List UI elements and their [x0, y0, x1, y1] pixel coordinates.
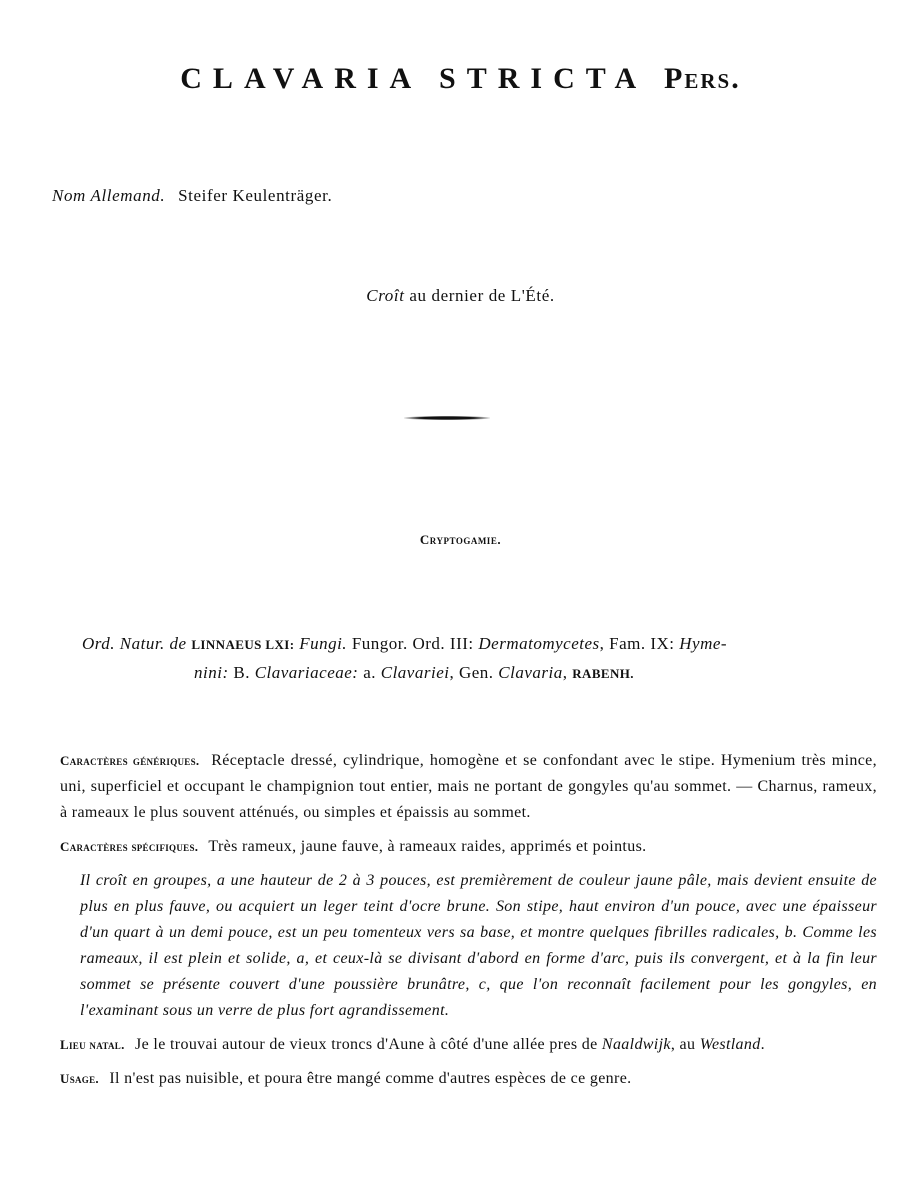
sub-a-label: a. — [363, 663, 376, 682]
classification-line-2 — [82, 659, 842, 688]
season-verb: Croît — [366, 286, 405, 305]
hymenini-part-1: Hyme- — [679, 634, 728, 653]
season-text: au dernier de L'Été. — [409, 286, 555, 305]
clavaria-term: Clavaria — [498, 663, 563, 682]
fungi-term: Fungi. — [299, 634, 348, 653]
ord-natur-label: Ord. Natur. de — [82, 634, 187, 653]
habitat-place-naaldwijk: Naaldwijk — [601, 1036, 671, 1053]
generic-characters-paragraph — [60, 748, 877, 826]
habitat-text-3: . — [760, 1036, 765, 1053]
linnaeus-ref: LINNAEUS LXI: — [191, 637, 295, 652]
specific-characters-paragraph — [60, 834, 877, 860]
ornamental-rule — [404, 416, 490, 420]
fam-label: , Fam. IX: — [599, 634, 675, 653]
title-species: CLAVARIA STRICTA — [180, 62, 646, 95]
comma: , — [562, 663, 568, 682]
sub-b-label: B. — [233, 663, 250, 682]
german-name-value: Steifer Keulenträger. — [178, 186, 333, 205]
usage-paragraph — [60, 1066, 877, 1092]
habitat-place-westland: Westland — [699, 1036, 761, 1053]
habitat-paragraph — [60, 1032, 877, 1058]
hymenini-part-2: nini: — [194, 663, 229, 682]
german-name-line — [52, 186, 332, 206]
title-author: Pers. — [664, 62, 741, 95]
fungor-ord: Fungor. Ord. III: — [351, 634, 474, 653]
dermatomycetes-term: Dermatomycetes — [478, 634, 600, 653]
habitat-text-2: , au — [670, 1036, 696, 1053]
clavariei-term: Clavariei — [380, 663, 450, 682]
generic-characters-heading: Caractères génériques. — [60, 753, 200, 768]
german-name-label: Nom Allemand. — [52, 186, 166, 205]
description-body — [60, 748, 877, 1100]
habitat-heading: Lieu natal. — [60, 1037, 125, 1052]
description-paragraph: Il croît en groupes, a une hauteur de 2 à 3 pouces, est premièrement de couleur jaune pâle, mais devient ensuite de plus en plus fauve, ou acquiert un leger teint d'ocre brune. Son stipe, haut environ d'un pouce, avec une épaisseur d'un quart à un demi pouce, est un peu tomenteux vers sa base, et montre quelques fibrilles radicales, b. Comme les rameaux, il est plein et solide, a, et ceux-là se divisant d'abord en forme d'arc, puis ils convergent, et à la fin leur sommet se présente couvert d'une poussière brunâtre, c, que l'on reconnaît facilement pour les gongyles, en l'examinant sous un verre de plus fort agrandissement. — [80, 872, 877, 1019]
classification-block — [82, 630, 842, 688]
section-heading: Cryptogamie. — [419, 532, 502, 547]
gen-label: , Gen. — [449, 663, 494, 682]
rabenh-ref: RABENH. — [572, 666, 634, 681]
generic-characters-text: Réceptacle dressé, cylindrique, homogène et se confondant avec le stipe. Hymenium très mince, uni, superficiel et occupant le champignion tout entier, mais ne portant de gongyles qu'au sommet. — Charnus, rameux, à rameaux le plus souvent atténués, ou simples et épaissis au sommet. — [60, 752, 877, 821]
habitat-text: Je le trouvai autour de vieux troncs d'Aune à côté d'une allée pres de — [135, 1036, 598, 1053]
specific-characters-text: Très rameux, jaune fauve, à rameaux raides, apprimés et pointus. — [208, 838, 647, 855]
usage-heading: Usage. — [60, 1071, 99, 1086]
usage-text: Il n'est pas nuisible, et poura être mangé comme d'autres espèces de ce genre. — [109, 1070, 632, 1087]
clavariaceae-term: Clavariaceae: — [254, 663, 359, 682]
season-line — [0, 286, 921, 306]
classification-line-1 — [82, 630, 842, 659]
page-title — [0, 62, 921, 96]
specific-characters-heading: Caractères spécifiques. — [60, 839, 199, 854]
